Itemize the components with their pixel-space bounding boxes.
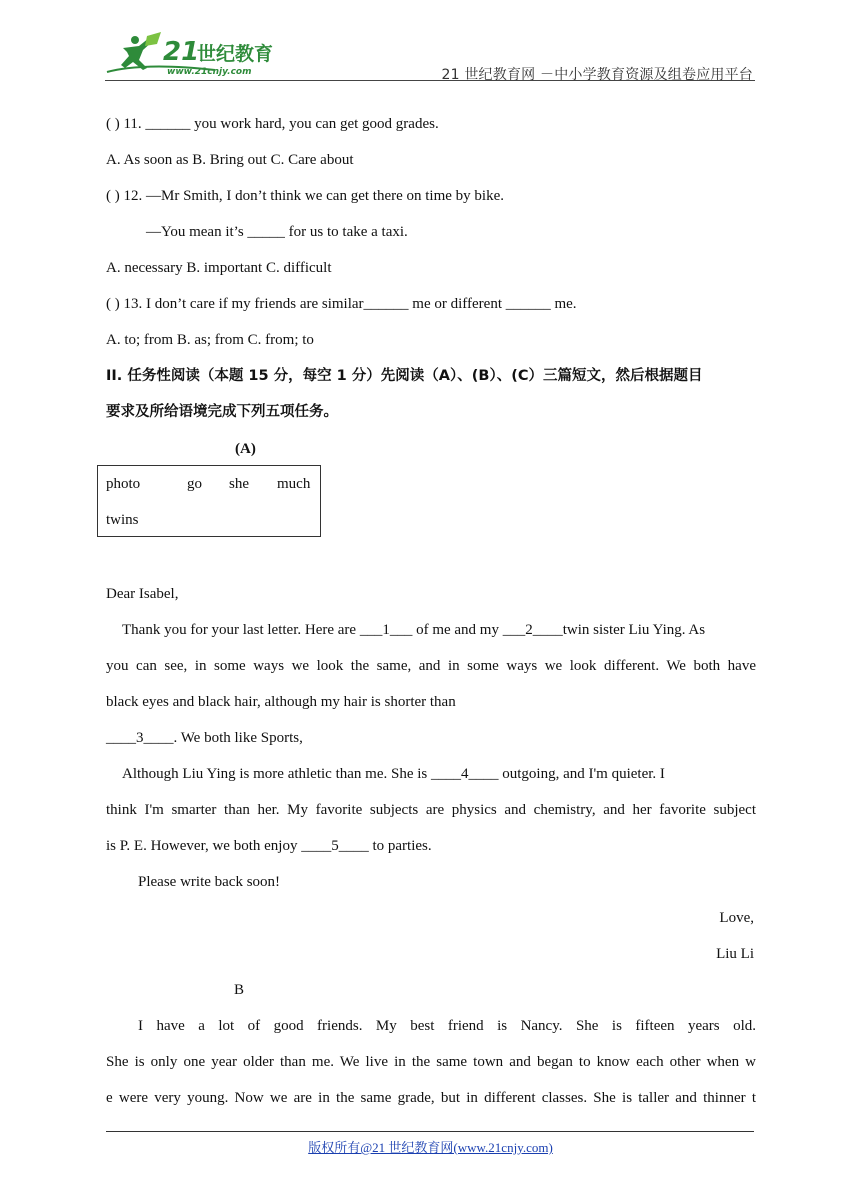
passage-b-line2: She is only one year older than me. We live in the same town and began to know each other when w (106, 1054, 756, 1070)
letter-signature: Liu Li (716, 946, 754, 962)
question-13: ( ) 13. I don’t care if my friends are similar______ me or different ______ me. (106, 296, 577, 312)
letter-p2-line3: is P. E. However, we both enjoy ____5____ to parties. (106, 838, 432, 854)
word-bank-item: photo (106, 476, 141, 492)
letter-p2-line1: Although Liu Ying is more athletic than me. She is ____4____ outgoing, and I'm quieter. I (122, 766, 665, 782)
letter-p1-line1: Thank you for your last letter. Here are ___1___ of me and my ___2____twin sister Liu Ying. As (122, 622, 706, 638)
word-bank-item: go (187, 476, 202, 492)
question-12-options: A. necessary B. important C. difficult (106, 260, 332, 276)
footer-divider (106, 1131, 754, 1132)
letter-sign-off: Love, (719, 910, 754, 926)
passage-b-line3: e were very young. Now we are in the same grade, but in different classes. She is taller and thinner t (106, 1090, 756, 1106)
letter-p1-line2: you can see, in some ways we look the same, and in some ways we look different. We both have (106, 658, 756, 674)
section-2-heading: II. 任务性阅读（本题 15 分，每空 1 分）先阅读（A）、(B）、(C）三篇短文，然后根据题目 (106, 368, 703, 384)
section-2-heading-cont: 要求及所给语境完成下列五项任务。 (106, 404, 338, 420)
passage-b-line1: I have a lot of good friends. My best friend is Nancy. She is fifteen years old. (138, 1018, 756, 1034)
site-logo (105, 32, 295, 78)
word-bank (97, 465, 321, 537)
header-divider (105, 80, 755, 81)
question-13-options: A. to; from B. as; from C. from; to (106, 332, 314, 348)
letter-p1-line3: black eyes and black hair, although my hair is shorter than (106, 694, 456, 710)
question-12: ( ) 12. —Mr Smith, I don’t think we can get there on time by bike. (106, 188, 504, 204)
question-11-options: A. As soon as B. Bring out C. Care about (106, 152, 354, 168)
svg-text:www.21cnjy.com: www.21cnjy.com (167, 67, 252, 77)
footer-copyright-link[interactable]: 版权所有@21 世纪教育网(www.21cnjy.com) (308, 1140, 553, 1155)
word-bank-item: much (277, 476, 311, 492)
passage-b-title: B (234, 982, 245, 998)
letter-closing: Please write back soon! (138, 874, 281, 890)
svg-text:21: 21 (163, 37, 200, 67)
runner-logo-icon (105, 32, 295, 78)
svg-text:世纪教育: 世纪教育 (197, 43, 274, 65)
letter-p1-line4: ____3____. We both like Sports, (106, 730, 303, 746)
passage-a-title: (A) (235, 441, 256, 457)
site-title: 21 世纪教育网 －中小学教育资源及组卷应用平台 (441, 67, 753, 83)
question-11: ( ) 11. ______ you work hard, you can get good grades. (106, 116, 439, 132)
word-bank-item: she (229, 476, 249, 492)
letter-greeting: Dear Isabel, (106, 586, 179, 602)
page-header (105, 30, 755, 82)
letter-p2-line2: think I'm smarter than her. My favorite subjects are physics and chemistry, and her favorite subject (106, 802, 756, 818)
word-bank-item: twins (106, 512, 139, 528)
question-12-reply: —You mean it’s _____ for us to take a taxi. (146, 224, 408, 240)
